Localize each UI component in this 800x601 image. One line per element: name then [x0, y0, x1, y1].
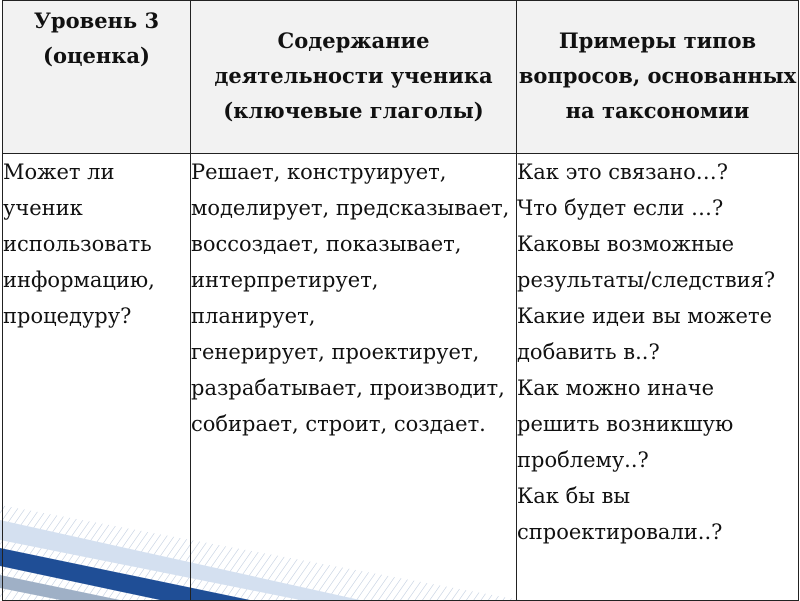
- header-activity-line: (ключевые глаголы): [223, 98, 484, 123]
- question-line: информацию,: [3, 268, 155, 292]
- table-row: [3, 154, 799, 601]
- examples-line: Какие идеи вы можете: [517, 304, 773, 328]
- cell-examples: [517, 154, 799, 601]
- cell-question: [3, 154, 191, 601]
- examples-line: проблему..?: [517, 448, 649, 472]
- question-line: Может ли: [3, 160, 115, 184]
- verbs-line: собирает, строит, создает.: [191, 412, 486, 436]
- verbs-line: моделирует, предсказывает,: [191, 196, 510, 220]
- header-examples: [517, 1, 799, 154]
- header-activity-line: Содержание: [277, 28, 430, 53]
- taxonomy-table: [2, 0, 799, 601]
- header-examples-line: Примеры типов: [558, 28, 757, 53]
- header-level: [3, 1, 191, 154]
- verbs-line: разрабатывает, производит,: [191, 376, 505, 400]
- examples-line: Как бы вы: [517, 484, 631, 508]
- examples-line: Как можно иначе: [517, 376, 715, 400]
- examples-line: спроектировали..?: [517, 520, 723, 544]
- question-line: использовать: [3, 232, 152, 256]
- examples-line: Что будет если …?: [517, 196, 724, 220]
- question-line: процедуру?: [3, 304, 132, 328]
- verbs-line: интерпретирует,: [191, 268, 379, 292]
- verbs-line: воссоздает, показывает,: [191, 232, 462, 256]
- examples-line: Как это связано…?: [517, 160, 728, 184]
- header-examples-line: вопросов, основанных: [518, 63, 797, 88]
- header-level-line: Уровень 3: [33, 8, 160, 33]
- table-header-row: [3, 1, 799, 154]
- examples-line: решить возникшую: [517, 412, 734, 436]
- header-examples-line: на таксономии: [565, 98, 750, 123]
- examples-line: добавить в..?: [517, 340, 660, 364]
- verbs-line: Решает, конструирует,: [191, 160, 447, 184]
- examples-line: результаты/следствия?: [517, 268, 776, 292]
- header-activity-line: деятельности ученика: [214, 63, 493, 88]
- verbs-line: генерирует, проектирует,: [191, 340, 480, 364]
- verbs-line: планирует,: [191, 304, 316, 328]
- header-activity: [191, 1, 517, 154]
- cell-verbs: [191, 154, 517, 601]
- header-level-line: (оценка): [43, 43, 150, 68]
- examples-line: Каковы возможные: [517, 232, 735, 256]
- question-line: ученик: [3, 196, 83, 220]
